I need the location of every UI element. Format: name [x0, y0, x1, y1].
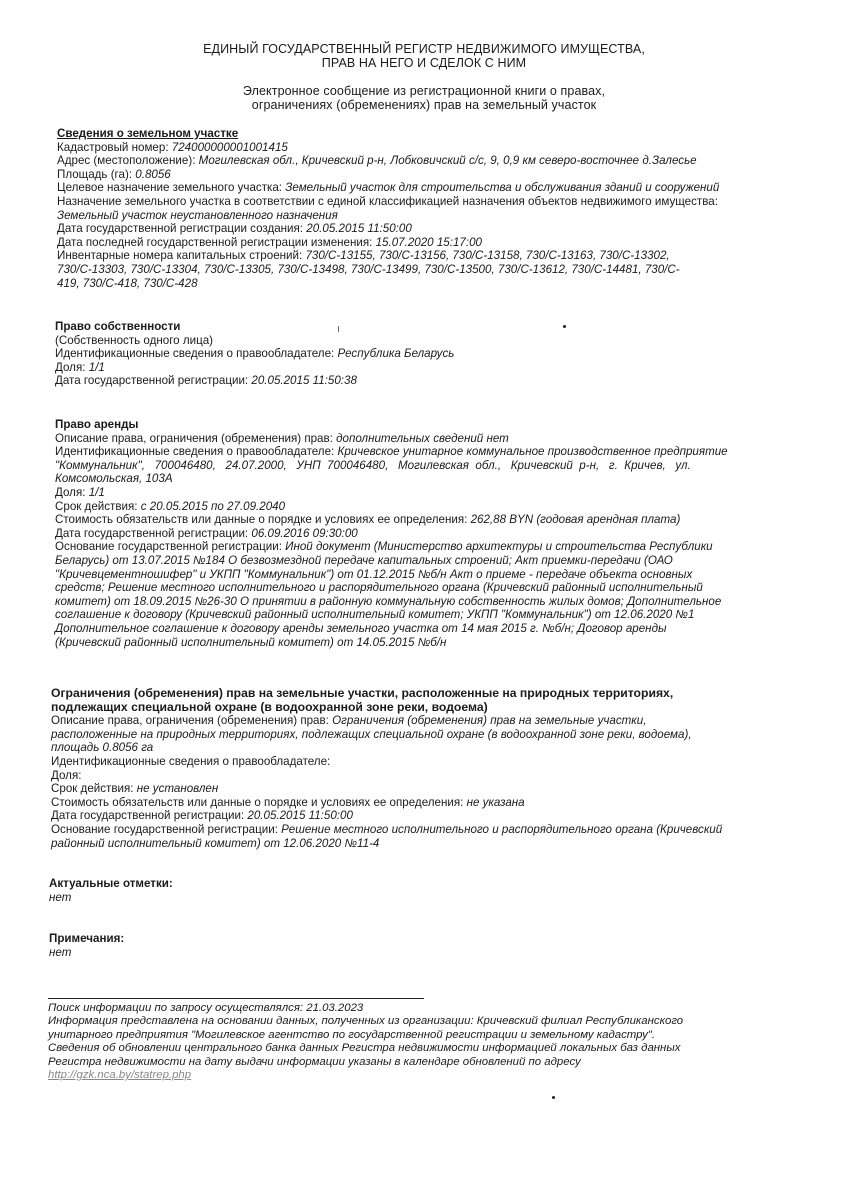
lease-basis-row: [55, 540, 815, 554]
notes-title: Примечания:: [49, 932, 125, 945]
area-label: Площадь (га):: [57, 167, 133, 181]
ownership-holder-row: [55, 347, 815, 361]
inventory-row: [57, 249, 817, 263]
restriction-term-label: Срок действия:: [51, 782, 134, 796]
address-label: Адрес (местоположение):: [57, 154, 196, 168]
inventory-label: Инвентарные номера капитальных строений:: [57, 249, 303, 263]
changed-label: Дата последней государственной регистрации изменения:: [57, 235, 373, 249]
lease-share-value: 1/1: [88, 485, 105, 499]
lease-holder-label: Идентификационные сведения о правообладателе:: [55, 445, 335, 459]
area-value: 0.8056: [135, 167, 171, 181]
lease-share-row: [55, 486, 815, 500]
land-section: [57, 127, 817, 290]
restriction-cost-label: Стоимость обязательств или данные о порядке и условиях ее определения:: [51, 795, 464, 809]
scan-speck: [552, 1096, 555, 1099]
lease-desc-label: Описание права, ограничения (обременения) прав:: [55, 431, 333, 445]
scan-speck: [338, 326, 339, 332]
purpose-value: Земельный участок для строительства и обслуживания зданий и сооружений: [285, 181, 720, 195]
lease-holder-row: [55, 445, 815, 459]
created-label: Дата государственной регистрации создания:: [57, 222, 304, 236]
restriction-section: [51, 687, 821, 850]
restriction-date-label: Дата государственной регистрации:: [51, 809, 245, 823]
lease-holder-line-1: Кричевское унитарное коммунальное производственное предприятие: [337, 445, 728, 459]
lease-cost-label: Стоимость обязательств или данные о порядке и условиях ее определения:: [55, 513, 468, 527]
lease-basis-line-4: средств; Решение местного исполнительного и распорядительного органа (Кричевский районный исполнительный: [55, 581, 703, 595]
address-value: Могилевская обл., Кричевский р-н, Лобковичский с/с, 9, 0,9 км северо-восточнее д.Залесье: [198, 154, 697, 168]
restriction-desc-line-2: расположенные на природных территориях, подлежащих специальной охране (в водоохранной зоне реки, водоема),: [51, 727, 692, 741]
restriction-cost-value: не указана: [466, 795, 525, 809]
lease-title: Право аренды: [55, 418, 139, 431]
footer-info-line-1: Информация представлена на основании данных, полученных из организации: Кричевский филиал Республиканского: [48, 1015, 684, 1028]
address-row: [57, 154, 817, 168]
area-row: [57, 168, 817, 182]
lease-basis-line-3: "Кричевцементношифер" и УКПП "Коммунальник") от 01.12.2015 №б/н Акт о приеме - передаче объекта основных: [55, 567, 693, 581]
document-title: [0, 42, 848, 70]
lease-basis-line-5: комитет) от 18.09.2015 №26-30 О принятии в районную коммунальную собственность жилых домов; Дополнительное: [55, 594, 722, 608]
purpose-label: Целевое назначение земельного участка:: [57, 181, 283, 195]
lease-term-value: с 20.05.2015 по 27.09.2040: [140, 499, 286, 513]
created-value: 20.05.2015 11:50:00: [306, 222, 412, 236]
lease-term-label: Срок действия:: [55, 499, 138, 513]
restriction-date-row: [51, 809, 821, 823]
inventory-line-1: 730/С-13155, 730/С-13156, 730/С-13158, 730/С-13163, 730/С-13302,: [305, 249, 670, 263]
marks-section: [49, 877, 349, 904]
lease-cost-row: [55, 513, 815, 527]
restriction-basis-label: Основание государственной регистрации:: [51, 822, 278, 836]
classification-label: Назначение земельного участка в соответствии с единой классификацией назначения объектов недвижимого имущества:: [57, 194, 718, 208]
lease-desc-row: [55, 432, 815, 446]
restriction-term-value: не установлен: [136, 782, 219, 796]
classification-value: Земельный участок неустановленного назначения: [57, 208, 338, 222]
ownership-holder-label: Идентификационные сведения о правообладателе:: [55, 347, 335, 361]
changed-value: 15.07.2020 15:17:00: [375, 235, 482, 249]
ownership-share-row: [55, 361, 815, 375]
lease-date-value: 06.09.2016 09:30:00: [251, 526, 358, 540]
ownership-date-label: Дата государственной регистрации:: [55, 374, 249, 388]
footer-info-line-4: Регистра недвижимости на дату выдачи информации указаны в календаре обновлений по адресу: [48, 1055, 581, 1068]
restriction-desc-line-1: Ограничения (обременения) прав на земельные участки,: [332, 714, 647, 728]
purpose-row: [57, 181, 817, 195]
lease-section: [55, 418, 815, 649]
marks-value: нет: [49, 890, 72, 904]
cadastral-label: Кадастровый номер:: [57, 140, 169, 154]
inventory-line-2: 730/С-13303, 730/С-13304, 730/С-13305, 730/С-13498, 730/С-13499, 730/С-13500, 730/С-13612, 730/С-14481, 730/С-: [57, 262, 680, 276]
lease-share-label: Доля:: [55, 485, 86, 499]
land-section-title: Сведения о земельном участке: [57, 127, 239, 140]
ownership-title: Право собственности: [55, 320, 181, 333]
marks-title: Актуальные отметки:: [49, 877, 173, 890]
changed-row: [57, 236, 817, 250]
footer-info-line-3: Сведения об обновлении центрального банка данных Регистра недвижимости информацией локальных баз данных: [48, 1042, 681, 1055]
footer: [48, 1002, 808, 1082]
lease-holder-line-2: "Коммунальник", 700046480, 24.07.2000, УНП 700046480, Могилевская обл., Кричевский р-н, г. Кричев, ул.: [55, 458, 691, 472]
restriction-desc-line-3: площадь 0.8056 га: [51, 741, 154, 755]
restriction-basis-row: [51, 823, 821, 837]
lease-basis-line-7: Дополнительное соглашение к договору аренды земельного участка от 14 мая 2015 г. №б/н; Договор аренды: [55, 621, 667, 635]
notes-value: нет: [49, 945, 72, 959]
restriction-share-label: Доля:: [51, 768, 82, 782]
footer-link[interactable]: http://gzk.nca.by/statrep.php: [48, 1069, 192, 1082]
lease-desc-value: дополнительных сведений нет: [336, 431, 509, 445]
restriction-title-line-2: подлежащих специальной охране (в водоохранной зоне реки, водоема): [51, 699, 488, 714]
restriction-desc-row: [51, 714, 821, 728]
lease-cost-value: 262,88 BYN (годовая арендная плата): [470, 513, 681, 527]
lease-date-row: [55, 527, 815, 541]
restriction-cost-row: [51, 796, 821, 810]
cadastral-row: [57, 141, 817, 155]
lease-holder-line-3: Комсомольская, 103А: [55, 472, 173, 486]
restriction-title-line-1: Ограничения (обременения) прав на земельные участки, расположенные на природных территориях,: [51, 686, 674, 700]
lease-basis-line-2: Беларусь) от 13.07.2015 №184 О безвозмездной передаче капитальных строений; Акт приемки-передачи (ОАО: [55, 553, 673, 567]
scan-speck: [563, 325, 566, 328]
restriction-basis-line-2: районный исполнительный комитет) от 12.06.2020 №11-4: [51, 836, 380, 850]
lease-basis-line-8: (Кричевский районный исполнительный комитет) от 14.05.2015 №б/н: [55, 635, 447, 649]
lease-basis-line-6: соглашение к договору (Кричевский районный исполнительный комитет; УКПП "Коммунальник") от 12.06.2020 №1: [55, 608, 695, 622]
cadastral-value: 724000000001001415: [171, 140, 288, 154]
ownership-section: [55, 320, 815, 388]
ownership-share-value: 1/1: [88, 360, 105, 374]
document-subtitle: [0, 84, 848, 112]
restriction-desc-label: Описание права, ограничения (обременения) прав:: [51, 714, 329, 728]
ownership-holder-value: Республика Беларусь: [337, 347, 455, 361]
lease-basis-line-1: Иной документ (Министерство архитектуры и строительства Республики: [285, 540, 713, 554]
ownership-share-label: Доля:: [55, 360, 86, 374]
lease-basis-label: Основание государственной регистрации:: [55, 540, 282, 554]
title-line-2: ПРАВ НА НЕГО И СДЕЛОК С НИМ: [321, 56, 527, 70]
footer-separator: [48, 998, 424, 999]
restriction-basis-line-1: Решение местного исполнительного и распорядительного органа (Кричевский: [281, 822, 723, 836]
subtitle-line-2: ограничениях (обременениях) прав на земельный участок: [251, 98, 597, 112]
lease-date-label: Дата государственной регистрации:: [55, 526, 249, 540]
ownership-date-row: [55, 374, 815, 388]
created-row: [57, 222, 817, 236]
footer-search-info: Поиск информации по запросу осуществлялся: 21.03.2023: [48, 1002, 364, 1014]
ownership-type: (Собственность одного лица): [55, 333, 214, 347]
subtitle-line-1: Электронное сообщение из регистрационной книги о правах,: [242, 84, 606, 98]
lease-term-row: [55, 500, 815, 514]
notes-section: [49, 932, 349, 959]
inventory-line-3: 419, 730/С-418, 730/С-428: [57, 276, 198, 290]
ownership-date-value: 20.05.2015 11:50:38: [251, 374, 357, 388]
restriction-holder-label: Идентификационные сведения о правообладателе:: [51, 754, 331, 768]
restriction-term-row: [51, 782, 821, 796]
restriction-date-value: 20.05.2015 11:50:00: [247, 809, 353, 823]
title-line-1: ЕДИНЫЙ ГОСУДАРСТВЕННЫЙ РЕГИСТР НЕДВИЖИМОГО ИМУЩЕСТВА,: [203, 42, 645, 56]
footer-info-line-2: унитарного предприятия "Могилевское агентство по государственной регистрации и земельному кадастру".: [48, 1028, 656, 1041]
